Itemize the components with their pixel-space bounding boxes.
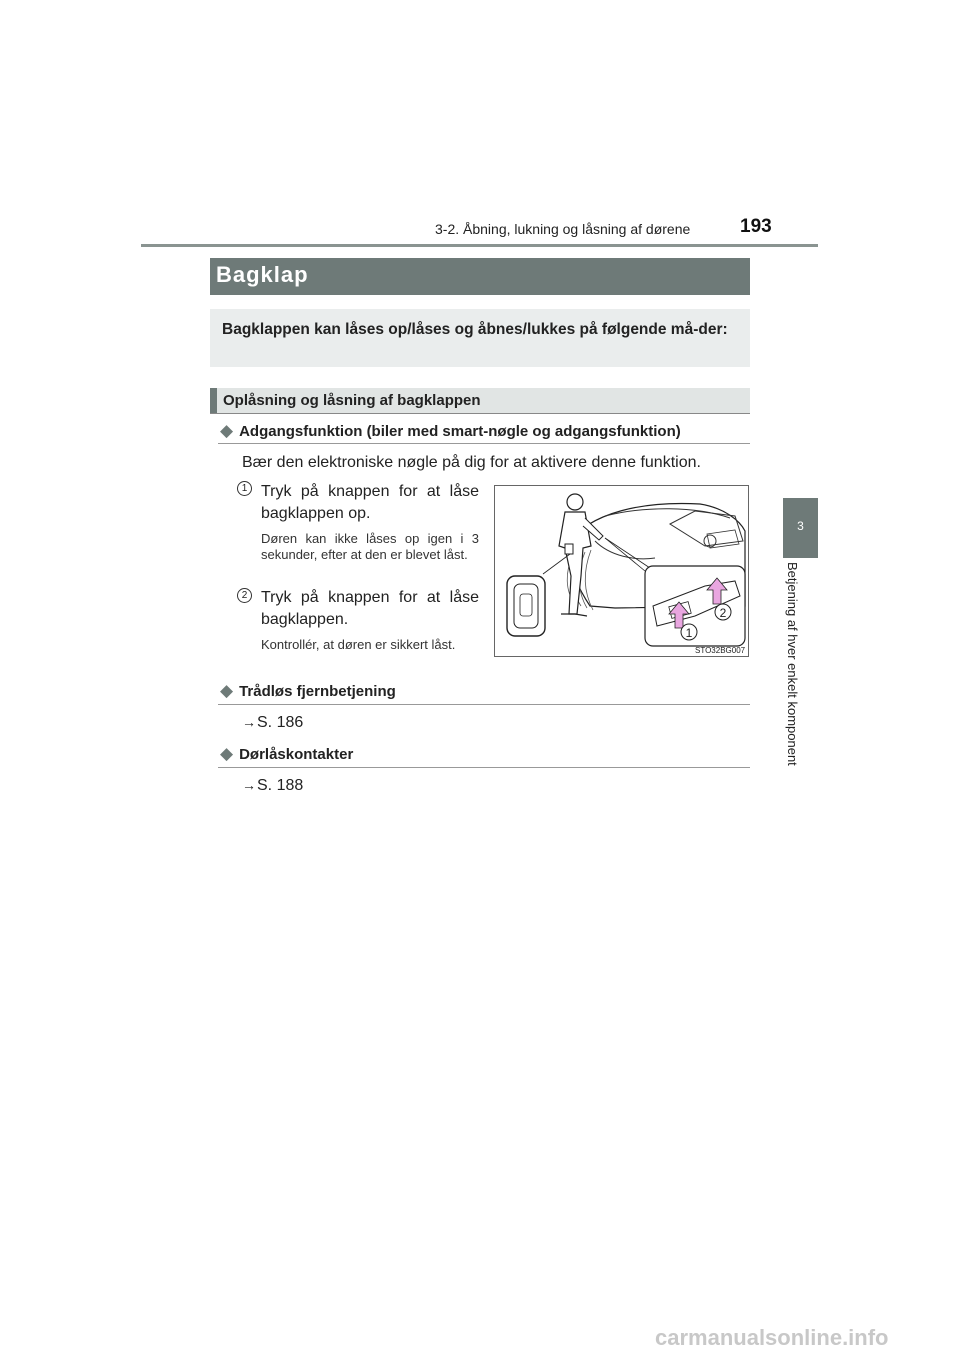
section-title: Bagklap: [216, 262, 309, 287]
page-reference[interactable]: [242, 714, 303, 732]
step-note-2: Kontrollér, at døren er sikkert låst.: [261, 637, 456, 652]
step-number-1: 1: [237, 481, 252, 496]
step-text-1: Tryk på knappen for at låse bagklappen op.: [261, 483, 479, 522]
figure-code: STO32BG007: [695, 646, 746, 655]
chapter-number: 3: [797, 519, 804, 533]
chapter-title-text: Betjening af hver enkelt komponent: [785, 562, 800, 766]
step-note-1: Døren kan ikke låses op igen i 3 sekunder, efter at den er blevet låst.: [261, 531, 479, 562]
diamond-bullet-icon: ◆: [220, 744, 234, 763]
callout-1: 1: [685, 626, 693, 640]
subsection-rule: [210, 413, 750, 414]
step-text-2: Tryk på knappen for at låse bagklappen.: [261, 589, 479, 628]
arrow-right-icon: →: [242, 777, 256, 793]
page-reference[interactable]: [242, 777, 303, 795]
intro-text: Bagklappen kan låses op/låses og åbnes/lukkes på følgende må-der:: [222, 321, 728, 338]
subsection-title: Oplåsning og låsning af bagklappen: [223, 392, 481, 409]
callout-2: 2: [719, 606, 727, 620]
item-rule: [218, 704, 750, 705]
item-heading-entry-function: [220, 421, 681, 441]
item-body-text: Bær den elektroniske nøgle på dig for at aktivere denne funktion.: [242, 454, 701, 471]
diamond-bullet-icon: ◆: [220, 421, 234, 440]
watermark: carmanualsonline.info: [655, 1325, 889, 1350]
chapter-title: [775, 562, 815, 802]
item-heading-text: Dørlåskontakter: [239, 746, 354, 763]
item-rule: [218, 443, 750, 444]
arrow-right-icon: →: [242, 714, 256, 730]
breadcrumb: 3-2. Åbning, lukning og låsning af dørene: [435, 221, 691, 237]
item-heading-text: Adgangsfunktion (biler med smart-nøgle og adgangsfunktion): [239, 423, 681, 440]
item-rule: [218, 767, 750, 768]
step-number-2: 2: [237, 588, 252, 603]
item-heading-remote: [220, 681, 396, 701]
diamond-bullet-icon: ◆: [220, 681, 234, 700]
item-heading-door-lock: [220, 744, 353, 764]
page-reference-text: S. 186: [257, 714, 304, 731]
page-number: 193: [740, 216, 772, 237]
page-reference-text: S. 188: [257, 777, 304, 794]
figure-tailgate-illustration: [494, 485, 749, 657]
header-rule: [141, 244, 818, 247]
tailgate-illustration: [495, 486, 748, 656]
item-heading-text: Trådløs fjernbetjening: [239, 683, 396, 700]
